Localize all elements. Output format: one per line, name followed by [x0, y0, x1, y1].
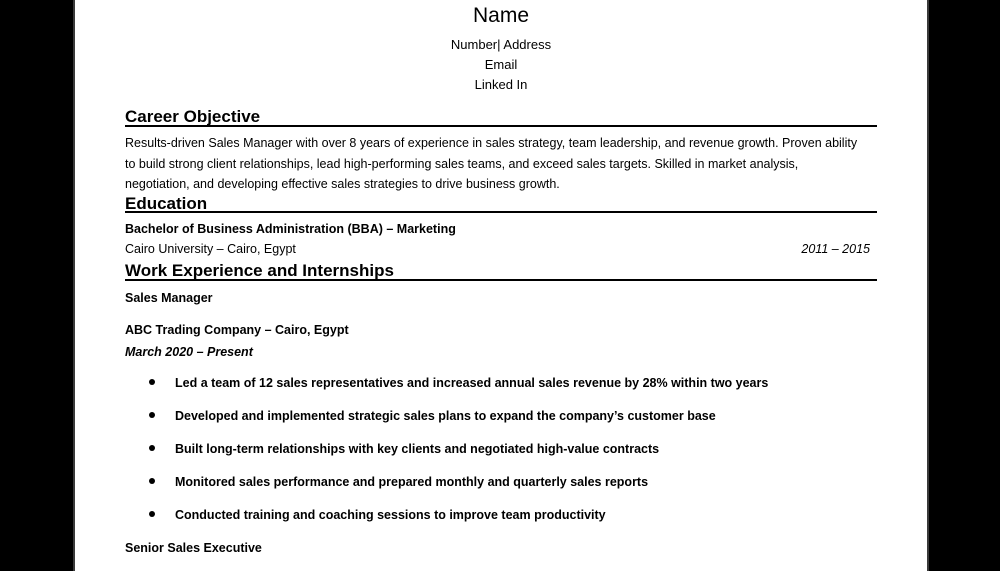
education-degree: Bachelor of Business Administration (BBA) – Marketing	[125, 222, 456, 236]
job-dates: March 2020 – Present	[125, 345, 253, 359]
list-item	[125, 374, 768, 407]
bullet-icon	[149, 478, 155, 484]
objective-line: to build strong client relationships, lead high-performing sales teams, and exceed sales targets. Skilled in market analysis,	[125, 156, 799, 171]
bullet-icon	[149, 379, 155, 385]
bullet-text: Led a team of 12 sales representatives and increased annual sales revenue by 28% within two years	[175, 376, 769, 390]
section-title-education: Education	[125, 194, 208, 213]
education-school: Cairo University – Cairo, Egypt	[125, 242, 296, 256]
resume-name: Name	[472, 4, 530, 27]
page-shadow-right	[927, 0, 929, 571]
objective-line: negotiation, and developing effective sales strategies to drive business growth.	[125, 177, 560, 191]
section-rule	[125, 211, 877, 213]
job-role: Senior Sales Executive	[125, 541, 262, 555]
bullet-icon	[149, 412, 155, 418]
education-years: 2011 – 2015	[801, 242, 870, 256]
section-rule	[125, 279, 877, 281]
objective-line: Results-driven Sales Manager with over 8 years of experience in sales strategy, team leadership, and revenue growth. Proven ability	[125, 136, 858, 150]
contact-number-address: Number| Address	[450, 37, 552, 52]
list-item	[125, 440, 768, 473]
section-rule	[125, 125, 877, 127]
bullet-text: Conducted training and coaching sessions to improve team productivity	[175, 508, 606, 522]
job-company: ABC Trading Company – Cairo, Egypt	[125, 323, 349, 337]
resume-page	[75, 0, 927, 571]
job-role: Sales Manager	[125, 291, 213, 305]
bullet-text: Monitored sales performance and prepared monthly and quarterly sales reports	[175, 475, 649, 489]
contact-email: Email	[484, 57, 518, 72]
list-item	[125, 473, 768, 506]
contact-linkedin: Linked In	[474, 77, 528, 92]
job-bullet-list	[125, 374, 768, 539]
bullet-icon	[149, 511, 155, 517]
career-objective-text	[125, 133, 885, 195]
list-item	[125, 506, 768, 539]
bullet-text: Built long-term relationships with key clients and negotiated high-value contracts	[175, 442, 660, 456]
section-title-work-experience: Work Experience and Internships	[125, 261, 394, 280]
list-item	[125, 407, 768, 440]
bullet-icon	[149, 445, 155, 451]
bullet-text: Developed and implemented strategic sales plans to expand the company’s customer base	[175, 409, 716, 423]
section-title-career-objective: Career Objective	[125, 107, 261, 126]
